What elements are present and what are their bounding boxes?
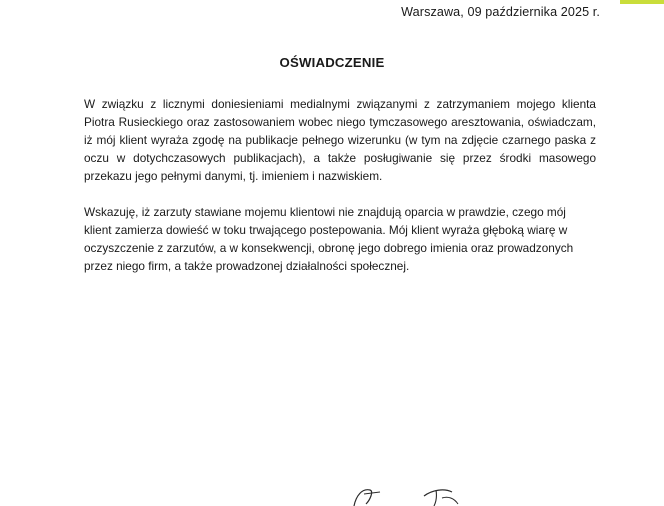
- paragraph-1: W związku z licznymi doniesieniami medialnymi związanymi z zatrzymaniem mojego klienta Piotra Rusieckiego oraz zastosowaniem wobec niego tymczasowego aresztowania, oświadczam, iż mój klient wyraża zgodę na publikacje pełnego wizerunku (w tym na zdjęcie czarnego paska z oczu w dotychczasowych publikacjach), a także posługiwanie się przez środki masowego przekazu jego pełnymi danymi, tj. imieniem i nazwiskiem.: [84, 97, 596, 183]
- signature-scribble: [340, 480, 470, 506]
- accent-bar: [620, 0, 664, 4]
- paragraph-2: Wskazuję, iż zarzuty stawiane mojemu klientowi nie znajdują oparcia w prawdzie, czego mój klient zamierza dowieść w toku trwającego postepowania. Mój klient wyraża głęboką wiarę w oczyszczenie z zarzutów, a w konsekwencji, obronę jego dobrego imienia oraz prowadzonych przez niego firm, a także prowadzonej działalności społecznej.: [84, 205, 574, 273]
- place-date: Warszawa, 09 października 2025 r.: [401, 5, 600, 19]
- document-title: OŚWIADCZENIE: [279, 55, 385, 70]
- document-body: [84, 95, 596, 275]
